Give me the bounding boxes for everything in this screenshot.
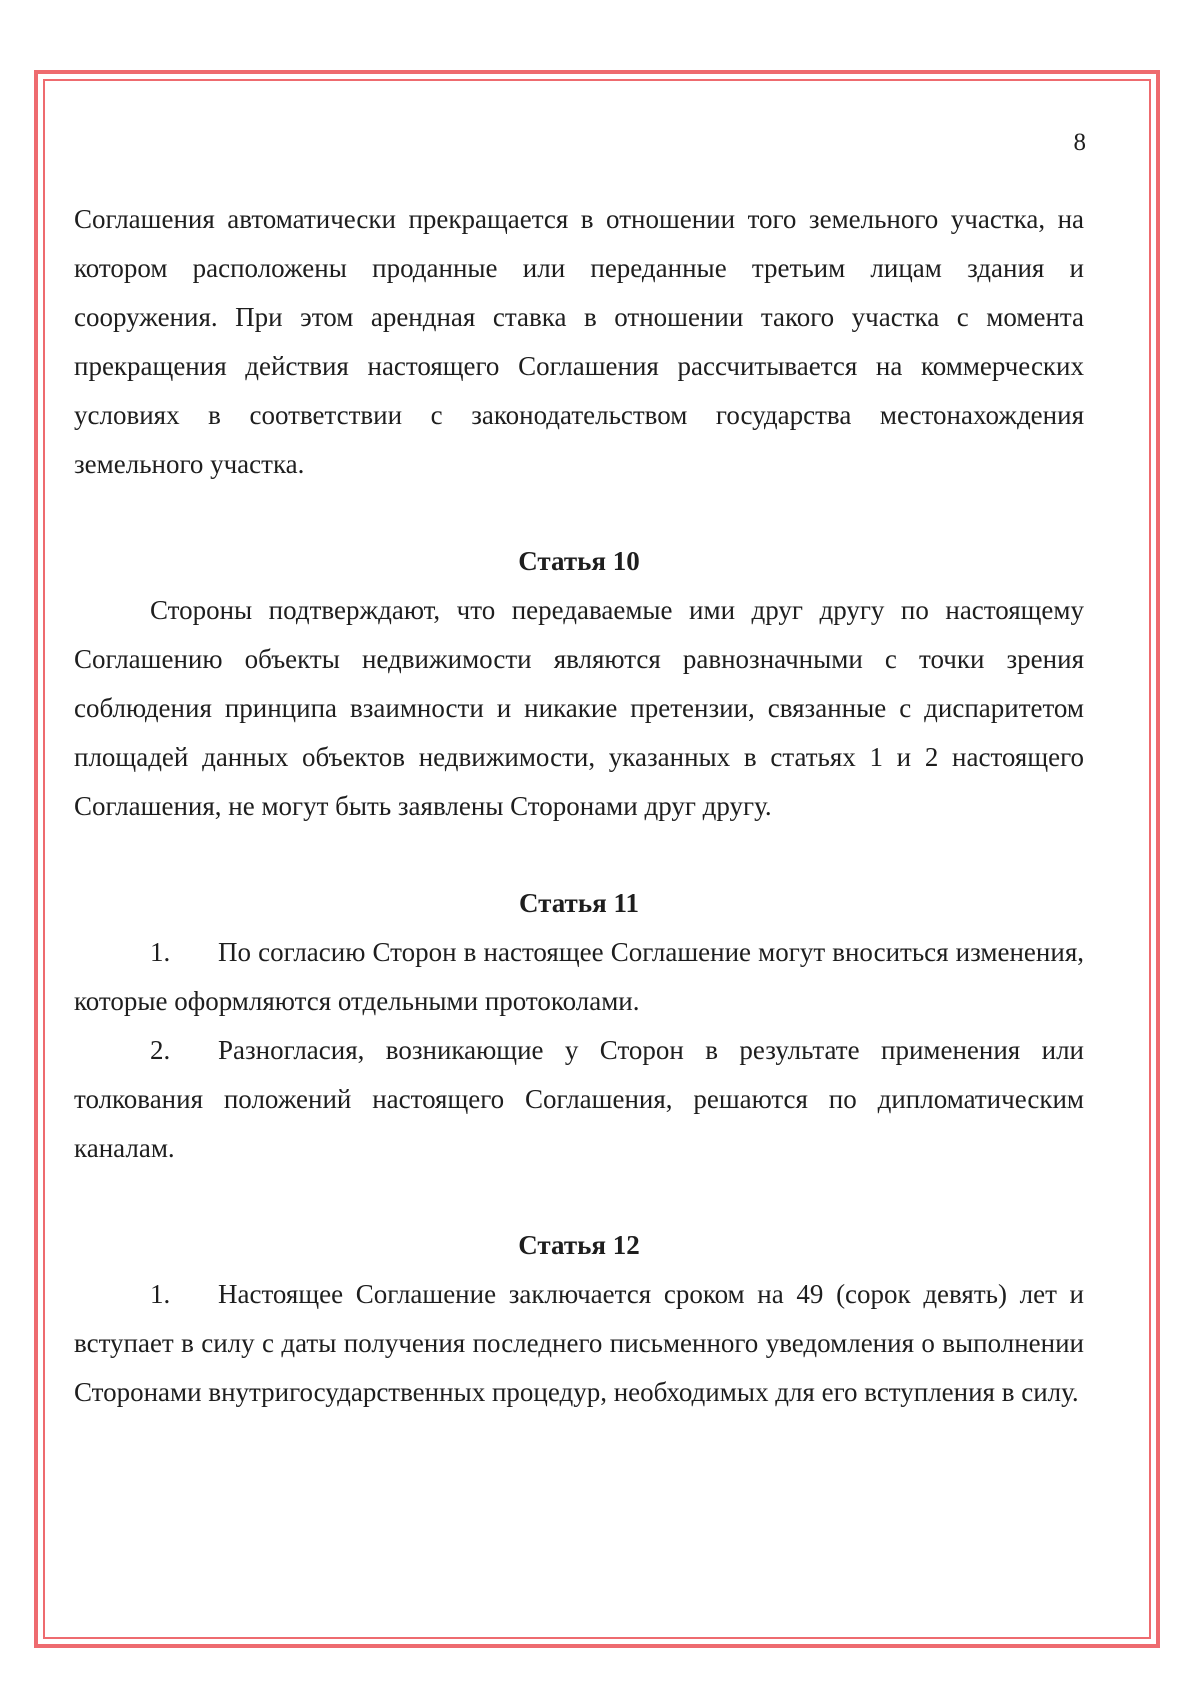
article-11-item-1 [74,928,1084,1026]
article-10-text: Стороны подтверждают, что передаваемые ими друг другу по настоящему Соглашению объекты недвижимости являются равнозначными с точки зрения соблюдения принципа взаимности и никакие претензии, связанные с диспаритетом площадей данных объектов недвижимости, указанных в статьях 1 и 2 настоящего Соглашения, не могут быть заявлены Сторонами друг другу. [74,595,1084,821]
intro-paragraph: Соглашения автоматически прекращается в отношении того земельного участка, на котором расположены проданные или переданные третьим лицам здания и сооружения. При этом арендная ставка в отношении такого участка с момента прекращения действия настоящего Соглашения рассчитывается на коммерческих условиях в соответствии с законодательством государства местонахождения земельного участка. [74,204,1084,479]
page-number: 8 [1073,129,1086,156]
document-body [74,195,1084,1417]
article-11-item-1-number: 1. [150,937,171,967]
article-12-item-1-number: 1. [150,1279,171,1309]
article-11-item-2-text: Разногласия, возникающие у Сторон в результате применения или толкования положений настоящего Соглашения, решаются по дипломатическим каналам. [74,1035,1084,1163]
article-11-item-1-text: По согласию Сторон в настоящее Соглашение могут вноситься изменения, которые оформляются отдельными протоколами. [74,937,1084,1016]
article-11-item-2-number: 2. [150,1035,171,1065]
article-11-heading: Статья 11 [519,888,639,918]
article-10-heading: Статья 10 [518,546,640,576]
article-12-heading: Статья 12 [518,1230,640,1260]
article-12-item-1 [74,1270,1084,1417]
article-11-item-2 [74,1026,1084,1173]
article-12-item-1-text: Настоящее Соглашение заключается сроком на 49 (сорок девять) лет и вступает в силу с даты получения последнего письменного уведомления о выполнении Сторонами внутригосударственных процедур, необходимых для его вступления в силу. [74,1279,1084,1407]
